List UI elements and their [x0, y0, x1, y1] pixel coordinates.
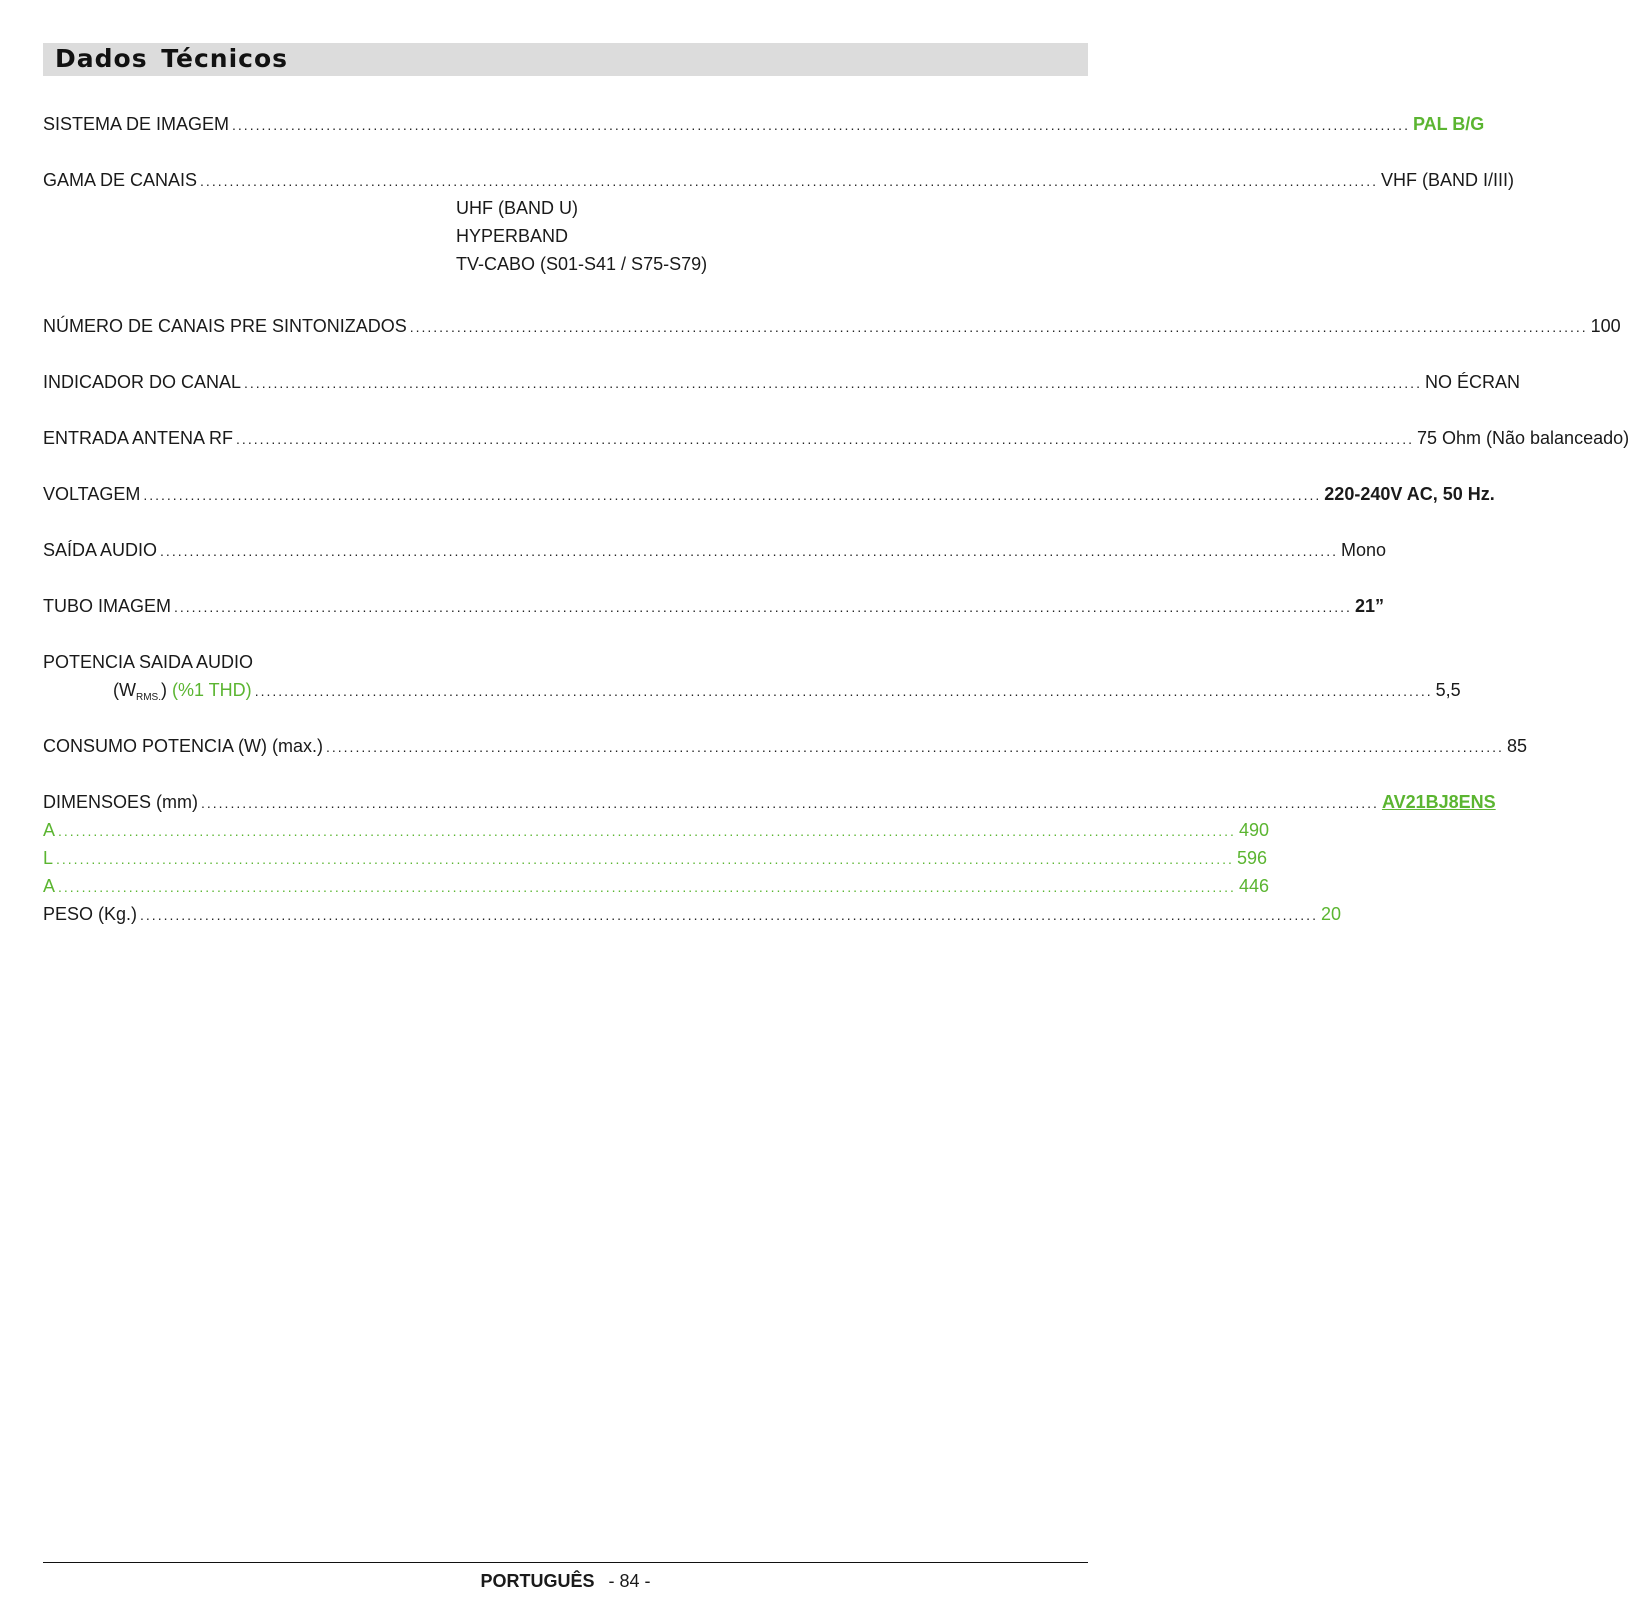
spec-label: INDICADOR DO CANAL	[43, 372, 242, 392]
dot-leader: ........................................................................................................................................................................................................	[200, 173, 1378, 189]
dimension-row-a	[43, 817, 1269, 843]
page-title: Dados Técnicos	[55, 44, 289, 73]
spec-label-potencia-audio: POTENCIA SAIDA AUDIO	[43, 652, 254, 672]
spec-value-continuation: TV-CABO (S01-S41 / S75-S79)	[456, 254, 708, 274]
dimension-label: A	[43, 876, 56, 896]
spec-row-dimensoes	[43, 789, 1496, 815]
spec-value: 21”	[1354, 596, 1384, 616]
spec-label: PESO (Kg.)	[43, 904, 138, 924]
spec-value: PAL B/G	[1412, 114, 1485, 134]
spec-label: TUBO IMAGEM	[43, 596, 172, 616]
spec-value: 20	[1320, 904, 1341, 924]
spec-label: DIMENSOES (mm)	[43, 792, 198, 812]
dimension-value: 446	[1238, 876, 1269, 896]
dot-leader: ........................................................................................................................................................................................................	[409, 319, 1588, 335]
spec-row-saida-audio	[43, 537, 1387, 563]
dot-leader: ........................................................................................................................................................................................................	[174, 599, 1352, 615]
spec-value: Mono	[1340, 540, 1387, 560]
spec-value-continuation: HYPERBAND	[456, 226, 569, 246]
dot-leader: ........................................................................................................................................................................................................	[326, 739, 1504, 755]
dimension-row-a2	[43, 873, 1269, 899]
dot-leader: ........................................................................................................................................................................................................	[140, 907, 1318, 923]
dimension-label: A	[43, 820, 56, 840]
dimension-value: 596	[1236, 848, 1267, 868]
dot-leader: ........................................................................................................................................................................................................	[58, 879, 1236, 895]
spec-label: CONSUMO POTENCIA (W) (max.)	[43, 736, 323, 756]
spec-unit: $(W_{RMS.})$ (%1 THD)	[113, 680, 252, 703]
title-bar	[43, 43, 1088, 76]
spec-row-tubo-imagem	[43, 593, 1384, 619]
thd-note: (%1 THD)	[172, 680, 252, 700]
footer-language: PORTUGUÊS	[480, 1571, 595, 1591]
dimension-value: 490	[1238, 820, 1269, 840]
page-footer	[0, 1568, 1131, 1594]
spec-row-indicador-canal	[43, 369, 1520, 395]
dot-leader: ........................................................................................................................................................................................................	[254, 683, 1433, 699]
spec-value: 5,5	[1435, 680, 1461, 700]
spec-value-continuation: UHF (BAND U)	[456, 198, 578, 218]
dot-leader: ........................................................................................................................................................................................................	[143, 487, 1322, 503]
dimension-row-l	[43, 845, 1267, 871]
spec-label: SISTEMA DE IMAGEM	[43, 114, 230, 134]
spec-row-consumo	[43, 733, 1527, 759]
spec-label: SAÍDA AUDIO	[43, 540, 158, 560]
dot-leader: ........................................................................................................................................................................................................	[201, 795, 1379, 811]
spec-row-voltagem	[43, 481, 1495, 507]
page-number: - 84 -	[608, 1571, 651, 1591]
spec-label: NÚMERO DE CANAIS PRE SINTONIZADOS	[43, 316, 407, 336]
spec-value: 75 Ohm (Não balanceado)	[1416, 428, 1629, 448]
spec-row-sistema-imagem	[43, 111, 1485, 137]
model-name: AV21BJ8ENS	[1381, 792, 1496, 812]
footer-divider	[43, 1562, 1088, 1563]
spec-value: 220-240V AC, 50 Hz.	[1324, 484, 1495, 504]
spec-label: ENTRADA ANTENA RF	[43, 428, 234, 448]
spec-value: NO ÉCRAN	[1424, 372, 1520, 392]
dot-leader: ........................................................................................................................................................................................................	[236, 431, 1414, 447]
dimension-label: L	[43, 848, 54, 868]
dot-leader: ........................................................................................................................................................................................................	[56, 851, 1234, 867]
spec-value: VHF (BAND I/III)	[1380, 170, 1514, 190]
dot-leader: ........................................................................................................................................................................................................	[232, 117, 1410, 133]
spec-value: 85	[1506, 736, 1527, 756]
spec-label: GAMA DE CANAIS	[43, 170, 198, 190]
spec-label: VOLTAGEM	[43, 484, 141, 504]
spec-row-peso	[43, 901, 1341, 927]
dot-leader: ........................................................................................................................................................................................................	[58, 823, 1236, 839]
spec-value: 100	[1590, 316, 1621, 336]
spec-row-gama-canais	[43, 167, 1514, 193]
spec-row-potencia-audio	[113, 677, 1461, 703]
dot-leader: ........................................................................................................................................................................................................	[160, 543, 1338, 559]
spec-row-entrada-antena	[43, 425, 1629, 451]
dot-leader: ........................................................................................................................................................................................................	[244, 375, 1422, 391]
spec-row-numero-canais	[43, 313, 1621, 339]
